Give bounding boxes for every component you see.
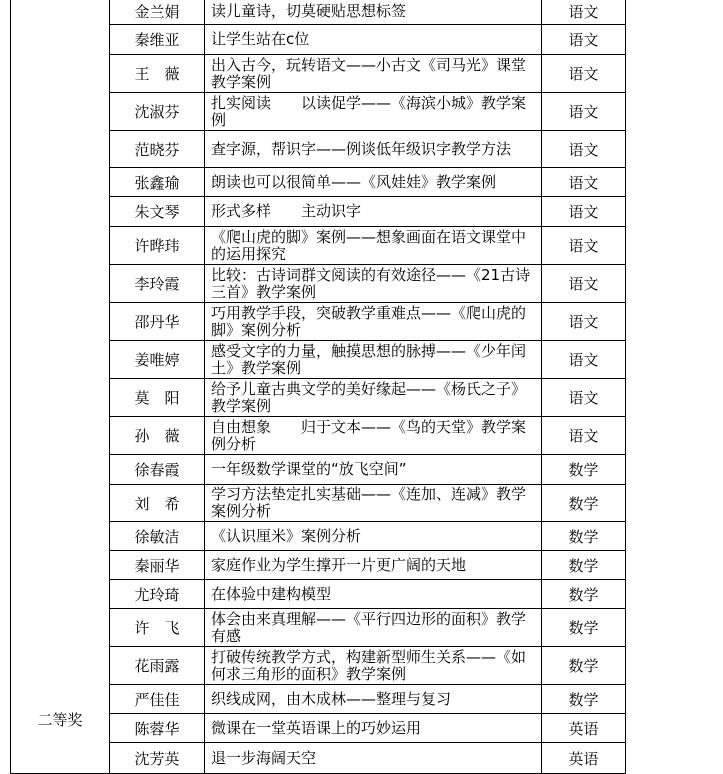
paper-title: 巧用教学手段，突破教学重难点——《爬山虎的脚》案例分析 [205, 303, 542, 341]
teacher-name: 沈淑芬 [110, 93, 205, 131]
teacher-name: 徐敏洁 [110, 522, 205, 551]
paper-title: 微课在一堂英语课上的巧妙运用 [205, 714, 542, 743]
subject: 语文 [542, 417, 626, 455]
paper-title: 《认识厘米》案例分析 [205, 522, 542, 551]
teacher-name: 姜唯婷 [110, 341, 205, 379]
subject: 数学 [542, 485, 626, 522]
subject: 语文 [542, 25, 626, 55]
paper-title: 学习方法垫定扎实基础——《连加、连减》教学案例分析 [205, 485, 542, 522]
paper-title: 给予儿童古典文学的美好缘起——《杨氏之子》教学案例 [205, 379, 542, 417]
paper-title: 退一步海阔天空 [205, 743, 542, 774]
subject: 语文 [542, 303, 626, 341]
paper-title: 出入古今，玩转语文——小古文《司马光》课堂教学案例 [205, 55, 542, 93]
subject: 语文 [542, 265, 626, 303]
teacher-name: 许 飞 [110, 609, 205, 647]
teacher-name: 莫 阳 [110, 379, 205, 417]
teacher-name: 金兰娟 [110, 0, 205, 25]
teacher-name: 沈芳英 [110, 743, 205, 774]
subject: 语文 [542, 168, 626, 197]
teacher-name: 尤玲琦 [110, 580, 205, 609]
paper-title: 比较：古诗词群文阅读的有效途径——《21古诗三首》教学案例 [205, 265, 542, 303]
teacher-name: 张鑫瑜 [110, 168, 205, 197]
paper-title: 《爬山虎的脚》案例——想象画面在语文课堂中的运用探究 [205, 227, 542, 265]
teacher-name: 秦维亚 [110, 25, 205, 55]
paper-title: 一年级数学课堂的“放飞空间” [205, 455, 542, 485]
award-table-body [11, 0, 626, 774]
teacher-name: 王 薇 [110, 55, 205, 93]
subject: 语文 [542, 131, 626, 168]
paper-title: 读儿童诗，切莫硬贴思想标签 [205, 0, 542, 25]
paper-title: 形式多样 主动识字 [205, 197, 542, 227]
teacher-name: 刘 希 [110, 485, 205, 522]
paper-title: 打破传统教学方式，构建新型师生关系——《如何求三角形的面积》教学案例 [205, 647, 542, 685]
teacher-name: 严佳佳 [110, 685, 205, 714]
subject: 语文 [542, 93, 626, 131]
teacher-name: 孙 薇 [110, 417, 205, 455]
subject: 英语 [542, 714, 626, 743]
teacher-name: 李玲霞 [110, 265, 205, 303]
paper-title: 在体验中建构模型 [205, 580, 542, 609]
teacher-name: 花雨露 [110, 647, 205, 685]
subject: 语文 [542, 379, 626, 417]
paper-title: 体会由来真理解——《平行四边形的面积》教学有感 [205, 609, 542, 647]
paper-title: 家庭作业为学生撑开一片更广阔的天地 [205, 551, 542, 580]
subject: 数学 [542, 647, 626, 685]
subject: 语文 [542, 227, 626, 265]
table-row [11, 0, 626, 25]
teacher-name: 陈蓉华 [110, 714, 205, 743]
teacher-name: 秦丽华 [110, 551, 205, 580]
teacher-name: 邵丹华 [110, 303, 205, 341]
teacher-name: 许晔玮 [110, 227, 205, 265]
subject: 英语 [542, 743, 626, 774]
subject: 语文 [542, 341, 626, 379]
paper-title: 自由想象 归于文本——《鸟的天堂》教学案例分析 [205, 417, 542, 455]
subject: 数学 [542, 685, 626, 714]
subject: 数学 [542, 455, 626, 485]
subject: 数学 [542, 580, 626, 609]
paper-title: 织线成网，由木成林——整理与复习 [205, 685, 542, 714]
paper-title: 扎实阅读 以读促学——《海滨小城》教学案例 [205, 93, 542, 131]
paper-title: 朗读也可以很简单——《风娃娃》教学案例 [205, 168, 542, 197]
subject: 数学 [542, 522, 626, 551]
subject: 数学 [542, 609, 626, 647]
teacher-name: 朱文琴 [110, 197, 205, 227]
paper-title: 让学生站在c位 [205, 25, 542, 55]
teacher-name: 范晓芬 [110, 131, 205, 168]
award-level-cell: 二等奖 [11, 0, 110, 774]
subject: 数学 [542, 551, 626, 580]
subject: 语文 [542, 55, 626, 93]
teacher-name: 徐春霞 [110, 455, 205, 485]
award-table [10, 0, 626, 774]
paper-title: 查字源，帮识字——例谈低年级识字教学方法 [205, 131, 542, 168]
paper-title: 感受文字的力量，触摸思想的脉搏——《少年闰土》教学案例 [205, 341, 542, 379]
subject: 语文 [542, 197, 626, 227]
subject: 语文 [542, 0, 626, 25]
